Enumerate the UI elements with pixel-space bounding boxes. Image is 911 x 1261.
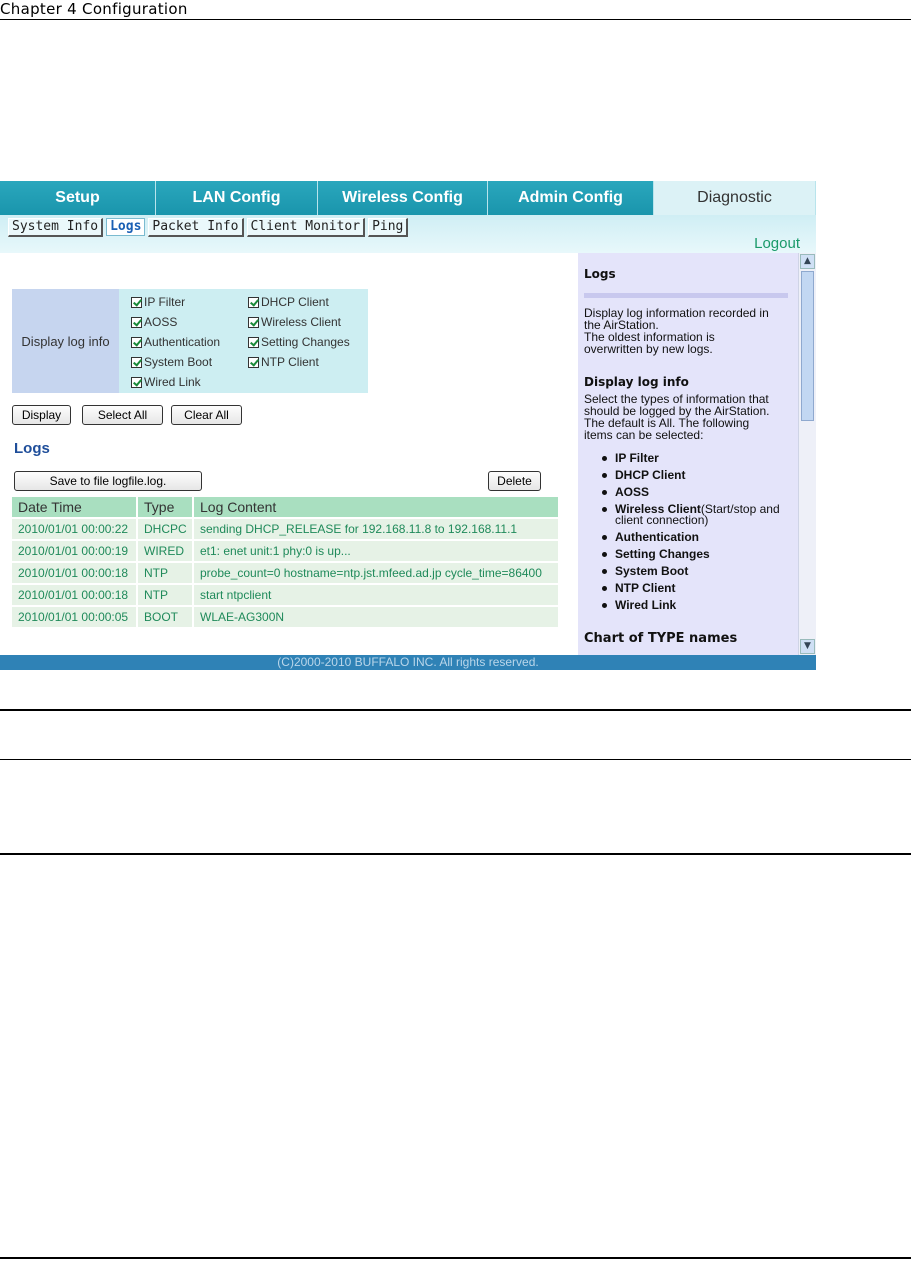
tab-lan-config[interactable]: LAN Config bbox=[156, 181, 318, 215]
table-rule-bottom bbox=[0, 853, 911, 855]
display-button[interactable]: Display bbox=[12, 405, 71, 425]
scroll-down-icon[interactable]: ▼ bbox=[800, 639, 815, 654]
subtab-logs[interactable]: Logs bbox=[106, 218, 145, 236]
copyright-footer: (C)2000-2010 BUFFALO INC. All rights reserved. bbox=[0, 655, 816, 670]
subtab-client-monitor[interactable]: Client Monitor bbox=[247, 218, 366, 237]
list-item: AOSS bbox=[584, 487, 794, 498]
help-title: Logs bbox=[584, 267, 616, 281]
cell-type: BOOT bbox=[138, 607, 194, 627]
cell-date-time: 2010/01/01 00:00:18 bbox=[12, 563, 138, 583]
checkbox-aoss[interactable]: AOSS bbox=[131, 315, 177, 329]
checkbox-wired-link[interactable]: Wired Link bbox=[131, 375, 201, 389]
cell-type: NTP bbox=[138, 563, 194, 583]
scroll-up-icon[interactable]: ▲ bbox=[800, 254, 815, 269]
delete-button[interactable]: Delete bbox=[488, 471, 541, 491]
list-item: Wireless Client(Start/stop and client connection) bbox=[584, 504, 794, 526]
checkbox-setting-changes[interactable]: Setting Changes bbox=[248, 335, 350, 349]
cell-log-content: probe_count=0 hostname=ntp.jst.mfeed.ad.jp cycle_time=86400 bbox=[194, 563, 560, 583]
logs-table bbox=[12, 497, 560, 627]
cell-type: WIRED bbox=[138, 541, 194, 561]
cell-date-time: 2010/01/01 00:00:18 bbox=[12, 585, 138, 605]
help-divider bbox=[584, 293, 788, 298]
logout-link[interactable]: Logout bbox=[754, 235, 800, 252]
page-bottom-rule bbox=[0, 1257, 911, 1259]
checkbox-checked-icon[interactable] bbox=[131, 317, 142, 328]
cell-date-time: 2010/01/01 00:00:19 bbox=[12, 541, 138, 561]
checkbox-authentication[interactable]: Authentication bbox=[131, 335, 220, 349]
header-rule bbox=[0, 19, 911, 20]
cell-log-content: start ntpclient bbox=[194, 585, 560, 605]
column-header-date-time: Date Time bbox=[12, 497, 138, 517]
list-item: Wired Link bbox=[584, 600, 794, 611]
display-log-label: Display log info bbox=[12, 289, 119, 393]
tab-wireless-config[interactable]: Wireless Config bbox=[318, 181, 488, 215]
chapter-heading: Chapter 4 Configuration bbox=[0, 0, 188, 18]
cell-log-content: sending DHCP_RELEASE for 192.168.11.8 to 192.168.11.1 bbox=[194, 519, 560, 539]
cell-log-content: WLAE-AG300N bbox=[194, 607, 560, 627]
display-log-options bbox=[12, 289, 368, 393]
checkbox-checked-icon[interactable] bbox=[131, 297, 142, 308]
list-item: Authentication bbox=[584, 532, 794, 543]
checkbox-checked-icon[interactable] bbox=[248, 297, 259, 308]
checkbox-ip-filter[interactable]: IP Filter bbox=[131, 295, 185, 309]
tab-diagnostic[interactable]: Diagnostic bbox=[654, 181, 816, 215]
checkbox-checked-icon[interactable] bbox=[131, 337, 142, 348]
help-chart-title: Chart of TYPE names bbox=[584, 631, 738, 646]
router-ui-screenshot bbox=[0, 181, 816, 670]
main-nav bbox=[0, 181, 816, 215]
sub-nav bbox=[0, 215, 816, 253]
cell-type: NTP bbox=[138, 585, 194, 605]
list-item: NTP Client bbox=[584, 583, 794, 594]
column-header-log-content: Log Content bbox=[194, 497, 560, 517]
table-row bbox=[12, 585, 560, 605]
table-row bbox=[12, 607, 560, 627]
list-item: System Boot bbox=[584, 566, 794, 577]
checkbox-checked-icon[interactable] bbox=[248, 357, 259, 368]
list-item: IP Filter bbox=[584, 453, 794, 464]
table-header bbox=[12, 497, 560, 517]
subtab-system-info[interactable]: System Info bbox=[8, 218, 103, 237]
checkbox-wireless-client[interactable]: Wireless Client bbox=[248, 315, 341, 329]
checkbox-checked-icon[interactable] bbox=[131, 357, 142, 368]
subtab-ping[interactable]: Ping bbox=[368, 218, 408, 237]
help-panel bbox=[578, 253, 798, 655]
checkbox-dhcp-client[interactable]: DHCP Client bbox=[248, 295, 329, 309]
table-row bbox=[12, 541, 560, 561]
subtab-packet-info[interactable]: Packet Info bbox=[148, 218, 243, 237]
column-header-type: Type bbox=[138, 497, 194, 517]
scroll-thumb[interactable] bbox=[801, 271, 814, 421]
checkbox-ntp-client[interactable]: NTP Client bbox=[248, 355, 319, 369]
cell-log-content: et1: enet unit:1 phy:0 is up... bbox=[194, 541, 560, 561]
table-row bbox=[12, 563, 560, 583]
help-section-title: Display log info bbox=[584, 375, 689, 389]
table-rule-top bbox=[0, 709, 911, 711]
cell-date-time: 2010/01/01 00:00:05 bbox=[12, 607, 138, 627]
table-rule-mid bbox=[0, 759, 911, 760]
help-scrollbar[interactable] bbox=[798, 253, 816, 655]
checkbox-checked-icon[interactable] bbox=[248, 317, 259, 328]
select-all-button[interactable]: Select All bbox=[82, 405, 163, 425]
list-item: Setting Changes bbox=[584, 549, 794, 560]
checkbox-checked-icon[interactable] bbox=[131, 377, 142, 388]
tab-admin-config[interactable]: Admin Config bbox=[488, 181, 654, 215]
help-intro: Display log information recorded in the AirStation. The oldest information is overwritten by new logs. bbox=[584, 306, 769, 356]
table-row bbox=[12, 519, 560, 539]
main-panel bbox=[0, 253, 570, 655]
checkbox-system-boot[interactable]: System Boot bbox=[131, 355, 212, 369]
cell-type: DHCPC bbox=[138, 519, 194, 539]
help-item-list bbox=[584, 453, 794, 617]
clear-all-button[interactable]: Clear All bbox=[171, 405, 242, 425]
list-item: DHCP Client bbox=[584, 470, 794, 481]
tab-setup[interactable]: Setup bbox=[0, 181, 156, 215]
logs-heading: Logs bbox=[14, 440, 50, 457]
help-section-text: Select the types of information that should be logged by the AirStation. The default is All. The following items can be selected: bbox=[584, 392, 770, 442]
cell-date-time: 2010/01/01 00:00:22 bbox=[12, 519, 138, 539]
save-to-file-button[interactable]: Save to file logfile.log. bbox=[14, 471, 202, 491]
checkbox-checked-icon[interactable] bbox=[248, 337, 259, 348]
